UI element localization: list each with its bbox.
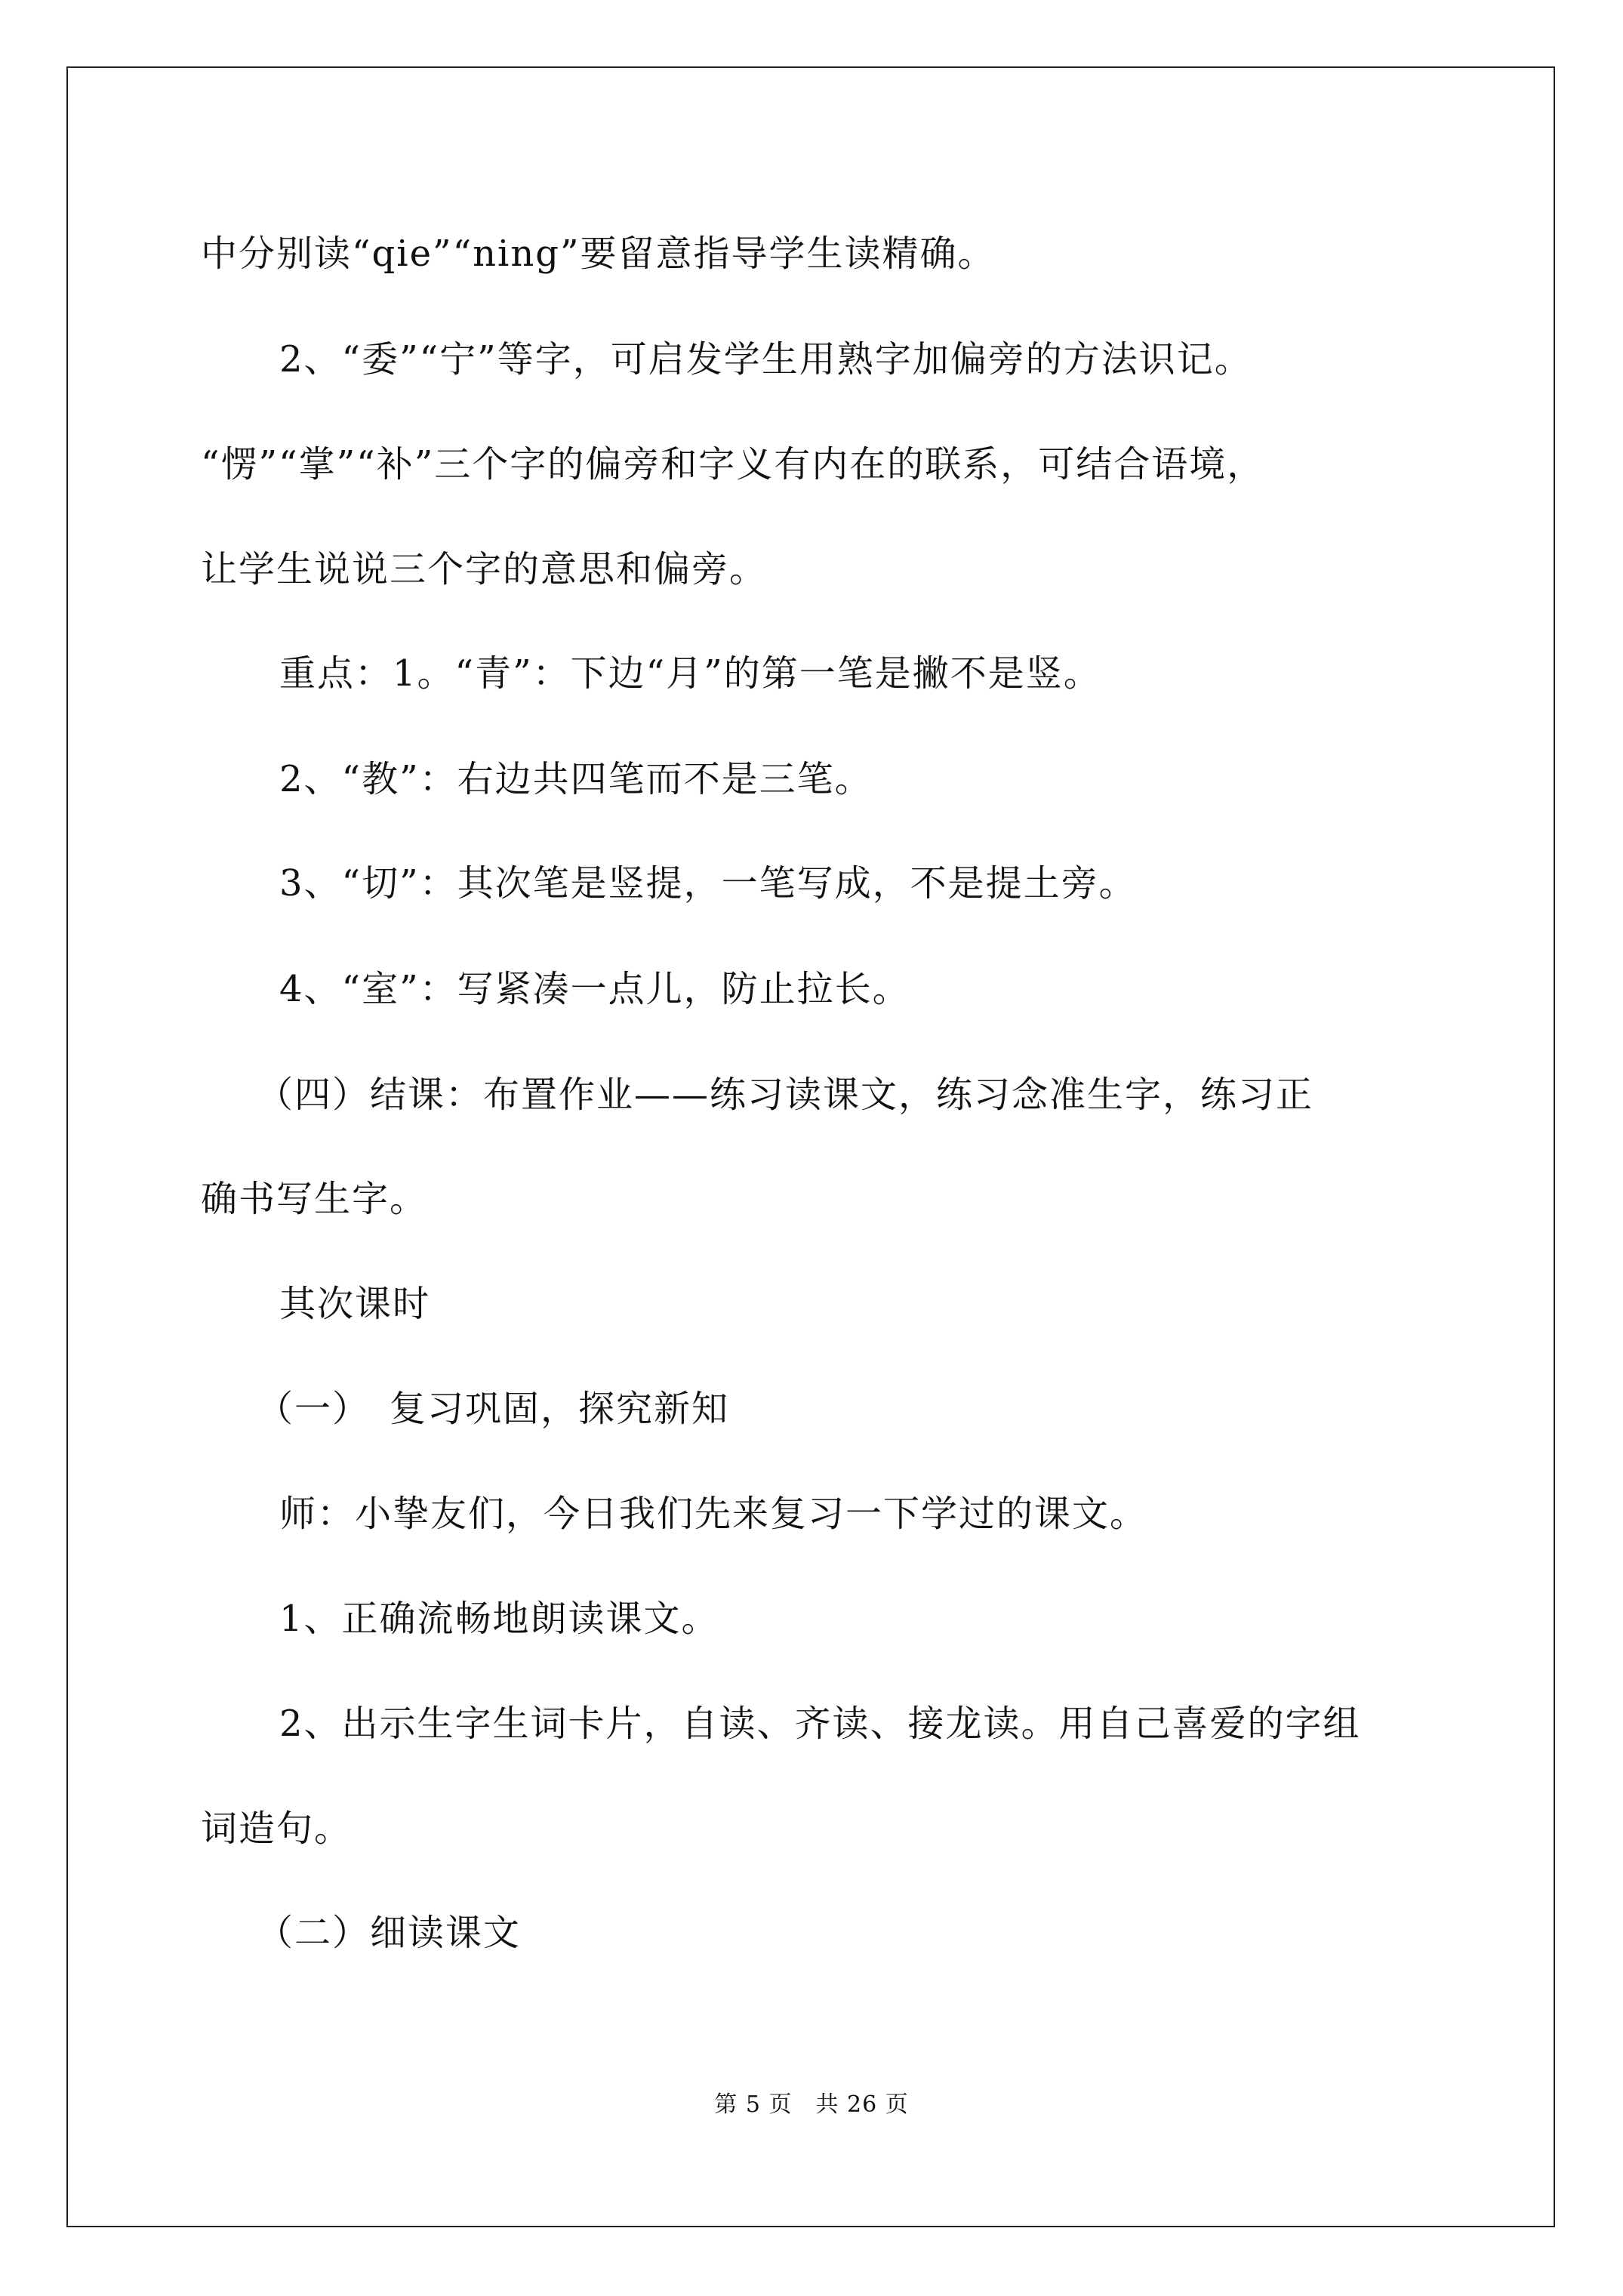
text-line-10: 确书写生字。 — [201, 1178, 428, 1220]
text-line-13: 师：小挚友们，今日我们先来复习一下学过的课文。 — [279, 1493, 1148, 1535]
text-line-15: 2、出示生字生词卡片，自读、齐读、接龙读。用自己喜爱的字组 — [279, 1703, 1361, 1745]
text-line-1: 中分别读“qie”“ning”要留意指导学生读精确。 — [201, 233, 996, 275]
text-line-2: 2、“委”“宁”等字，可启发学生用熟字加偏旁的方法识记。 — [279, 338, 1252, 381]
text-line-7: 3、“切”：其次笔是竖提，一笔写成，不是提土旁。 — [279, 862, 1137, 905]
page-border — [66, 66, 1555, 2227]
text-line-5: 重点：1。“青”：下边“月”的第一笔是撇不是竖。 — [279, 652, 1101, 695]
text-line-12: （一） 复习巩固，探究新知 — [257, 1388, 730, 1430]
text-line-8: 4、“室”：写紧凑一点儿，防止拉长。 — [279, 968, 910, 1010]
text-line-4: 让学生说说三个字的意思和偏旁。 — [201, 548, 768, 590]
text-line-11: 其次课时 — [279, 1283, 431, 1325]
text-line-14: 1、正确流畅地朗读课文。 — [279, 1598, 719, 1640]
text-line-16: 词造句。 — [201, 1808, 353, 1850]
page-number-footer: 第 5 页 共 26 页 — [714, 2091, 909, 2118]
text-line-3: “愣”“掌”“补”三个字的偏旁和字义有内在的联系，可结合语境， — [201, 443, 1265, 485]
text-line-9: （四）结课：布置作业——练习读课文，练习念准生字，练习正 — [257, 1074, 1314, 1116]
text-line-17: （二）细读课文 — [257, 1912, 522, 1954]
text-line-6: 2、“教”：右边共四笔而不是三笔。 — [279, 758, 873, 800]
